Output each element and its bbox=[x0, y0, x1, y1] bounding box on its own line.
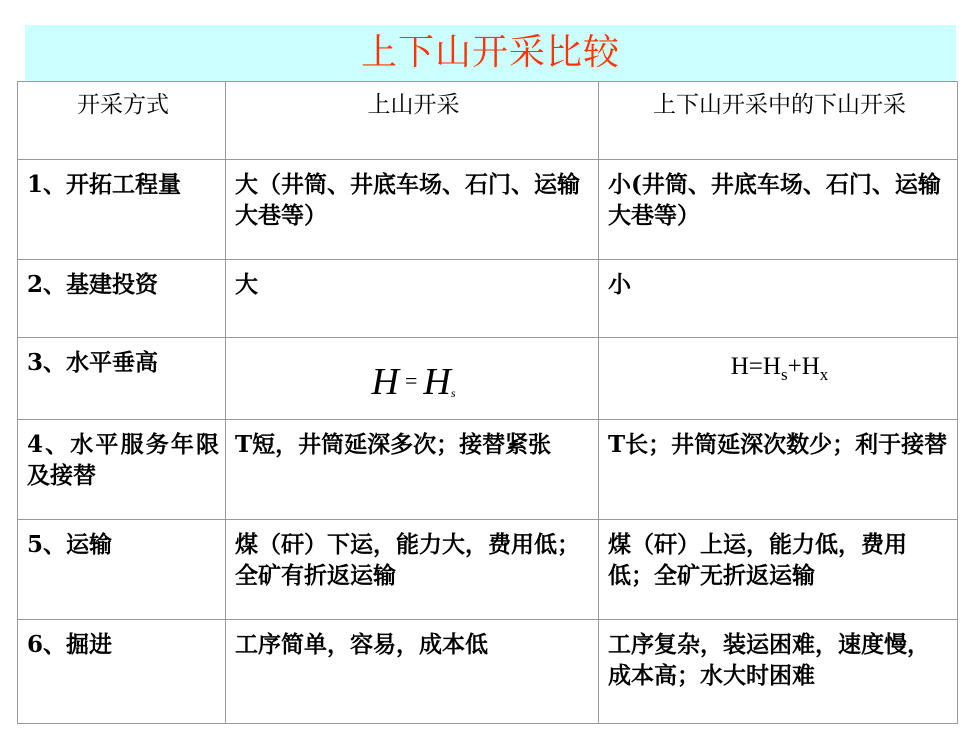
uphill-formula-cell bbox=[226, 338, 599, 420]
row-label: 3、水平垂高 bbox=[18, 338, 226, 420]
row-label: 6、掘进 bbox=[18, 620, 226, 724]
header-downhill: 上下山开采中的下山开采 bbox=[599, 82, 958, 160]
uphill-formula: $H = H_s$ bbox=[371, 361, 456, 403]
downhill-cell: 小 bbox=[599, 260, 958, 338]
uphill-cell: 大（井筒、井底车场、石门、运输大巷等） bbox=[226, 160, 599, 260]
comparison-table bbox=[17, 81, 958, 724]
uphill-cell: 工序简单，容易，成本低 bbox=[226, 620, 599, 724]
header-method: 开采方式 bbox=[18, 82, 226, 160]
table-header-row bbox=[18, 82, 958, 160]
page-title: 上下山开采比较 bbox=[25, 25, 956, 81]
downhill-formula-cell bbox=[599, 338, 958, 420]
row-label: 5、运输 bbox=[18, 520, 226, 620]
downhill-cell: 小(井筒、井底车场、石门、运输大巷等） bbox=[599, 160, 958, 260]
table-row bbox=[18, 160, 958, 260]
table-row bbox=[18, 338, 958, 420]
downhill-cell: T长；井筒延深次数少；利于接替 bbox=[599, 420, 958, 520]
table-row bbox=[18, 420, 958, 520]
row-label: 1、开拓工程量 bbox=[18, 160, 226, 260]
table-row bbox=[18, 260, 958, 338]
downhill-cell: 工序复杂，装运困难，速度慢，成本高；水大时困难 bbox=[599, 620, 958, 724]
table-row bbox=[18, 620, 958, 724]
uphill-cell: 大 bbox=[226, 260, 599, 338]
uphill-cell: T短，井筒延深多次；接替紧张 bbox=[226, 420, 599, 520]
table-row bbox=[18, 520, 958, 620]
downhill-cell: 煤（矸）上运，能力低，费用低；全矿无折返运输 bbox=[599, 520, 958, 620]
uphill-cell: 煤（矸）下运，能力大，费用低；全矿有折返运输 bbox=[226, 520, 599, 620]
row-label: 2、基建投资 bbox=[18, 260, 226, 338]
header-uphill: 上山开采 bbox=[226, 82, 599, 160]
row-label: 4、水平服务年限及接替 bbox=[18, 420, 226, 520]
downhill-formula: $H=H_s+H_x$ bbox=[730, 353, 829, 384]
